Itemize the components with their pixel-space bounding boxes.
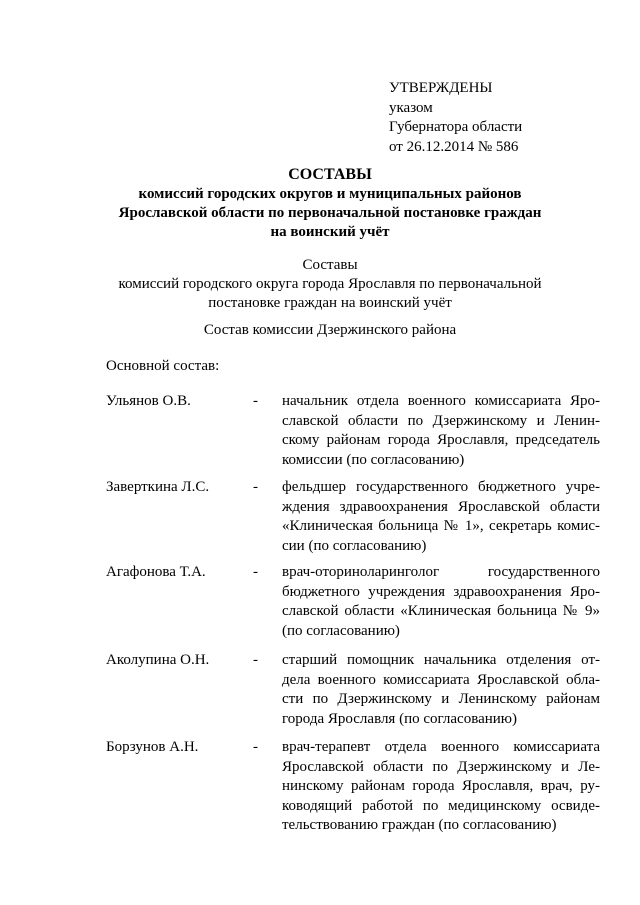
main-composition-label: Основной состав:	[106, 358, 220, 374]
member-description	[282, 738, 600, 836]
description-line: дела военного комиссариата Ярославской обла-	[282, 671, 600, 688]
description-line: бюджетного учреждения здравоохранения Яро-	[282, 583, 600, 600]
member-description	[282, 392, 600, 470]
subtitle-line-2: Ярославской области по первоначальной постановке граждан	[118, 205, 542, 221]
description-line: тельствованию граждан (по согласованию)	[282, 817, 557, 833]
description-line: «Клиническая больница № 1», секретарь комис-	[282, 518, 600, 534]
member-dash: -	[253, 393, 258, 409]
member-name: Агафонова Т.А.	[106, 564, 206, 580]
description-line: города Ярославля (по согласованию)	[282, 710, 518, 727]
approval-line-4: от 26.12.2014 № 586	[389, 138, 519, 155]
commission-title: Состав комиссии Дзержинского района	[203, 322, 457, 338]
description-line: врач-терапевт отдела военного комиссариата	[282, 739, 600, 755]
subtitle-line-3: на воинский учёт	[270, 224, 390, 240]
approval-stamp	[389, 79, 522, 157]
document-title: СОСТАВЫ	[288, 166, 372, 183]
member-name: Ульянов О.В.	[106, 393, 191, 409]
section-title	[60, 256, 600, 313]
description-line: (по согласованию)	[282, 622, 400, 639]
description-line: ждения здравоохранения Ярославской области	[282, 498, 600, 515]
member-dash: -	[253, 739, 258, 755]
description-line: врач-оториноларинголог государственного	[282, 564, 600, 580]
section-title-line-3: постановке граждан на воинский учёт	[208, 295, 452, 311]
description-line: славской области по Дзержинскому и Ленин-	[282, 412, 600, 429]
section-title-line-2: комиссий городского округа города Ярославля по первоначальной	[118, 276, 542, 292]
member-name: Аколупина О.Н.	[106, 652, 210, 668]
description-line: скому районам города Ярославля, председатель	[282, 432, 600, 448]
approval-line-1: УТВЕРЖДЕНЫ	[389, 80, 493, 96]
description-line: фельдшер государственного бюджетного учре-	[282, 479, 600, 495]
section-title-line-1: Составы	[302, 257, 358, 273]
approval-line-3: Губернатора области	[389, 119, 523, 135]
description-line: старший помощник начальника отделения от-	[282, 652, 600, 668]
member-dash: -	[253, 652, 258, 668]
description-line: славской области «Клиническая больница № 9»	[282, 603, 600, 619]
member-description	[282, 478, 600, 556]
description-line: Ярославской области по Дзержинскому и Ле-	[282, 758, 600, 775]
subtitle-line-1: комиссий городских округов и муниципальных районов	[138, 186, 522, 202]
description-line: ководящий работой по медицинскому освиде-	[282, 797, 600, 814]
member-description	[282, 651, 600, 729]
member-description	[282, 563, 600, 641]
member-name: Заверткина Л.С.	[106, 479, 210, 495]
description-line: начальник отдела военного комиссариата Яро-	[282, 393, 600, 409]
member-name: Борзунов А.Н.	[106, 739, 199, 755]
description-line: комиссии (по согласованию)	[282, 451, 465, 468]
description-line: сии (по согласованию)	[282, 537, 427, 554]
approval-line-2: указом	[389, 99, 433, 116]
document-subtitle	[60, 185, 600, 242]
member-dash: -	[253, 479, 258, 495]
member-dash: -	[253, 564, 258, 580]
description-line: нинскому районам города Ярославля, врач, ру-	[282, 778, 600, 794]
description-line: сти по Дзержинскому и Ленинскому районам	[282, 691, 600, 707]
